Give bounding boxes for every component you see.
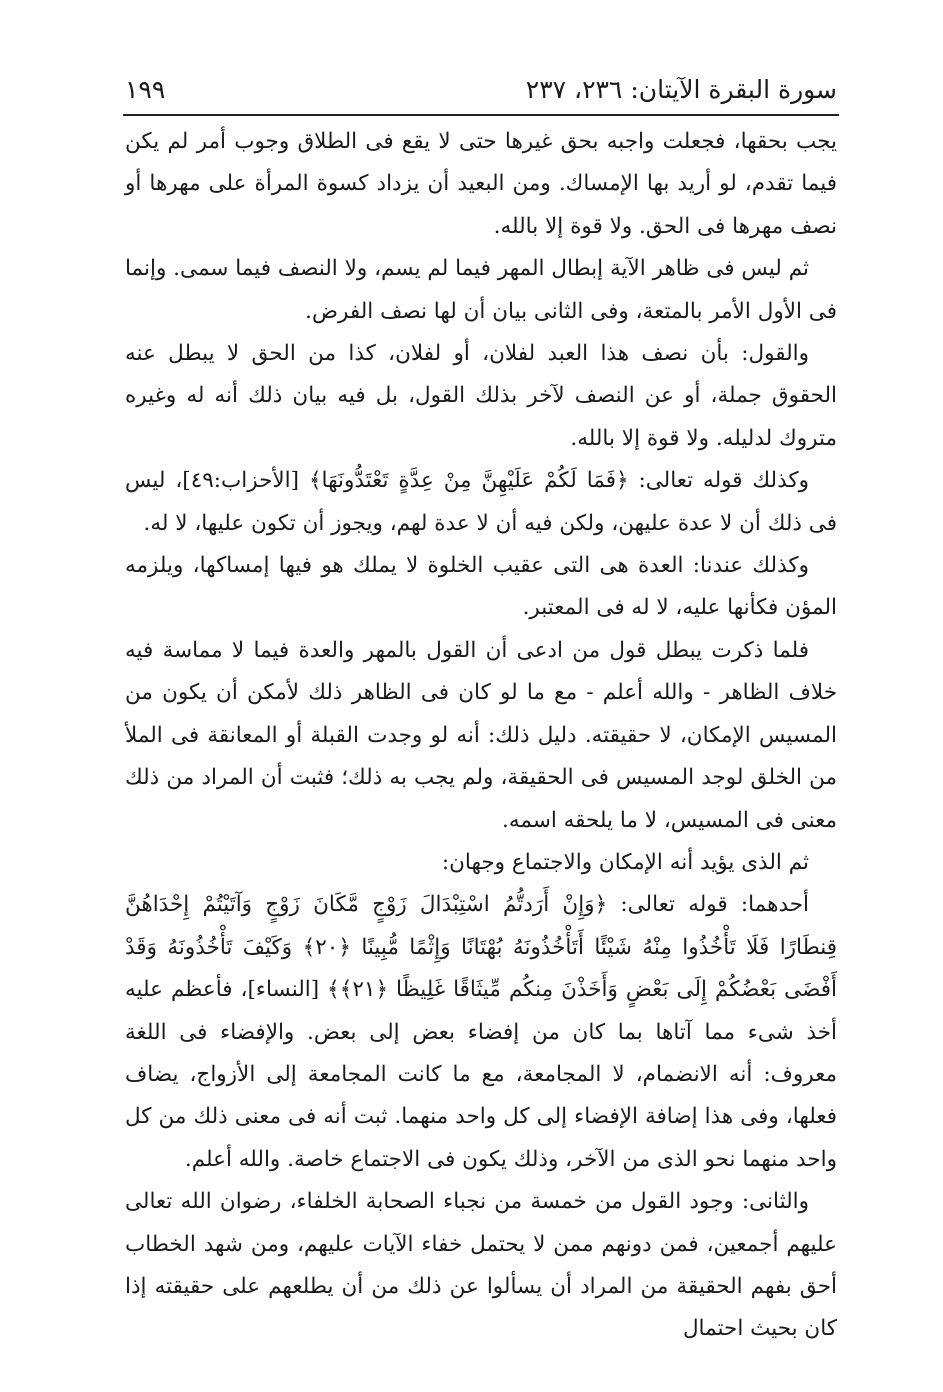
surah-title: سورة البقرة الآيتان: ٢٣٦، ٢٣٧	[525, 75, 837, 104]
paragraph-8: أحدهما: قوله تعالى: ﴿وَإِنْ أَرَدتُّمُ اسْتِبْدَالَ زَوْجٍ مَّكَانَ زَوْجٍ وَآتَيْتُمْ إِحْدَاهُنَّ قِنطَارًا فَلَا تَأْخُذُوا مِنْهُ شَيْئًا أَتَأْخُذُونَهُ بُهْتَانًا وَإِثْمًا مُّبِينًا ﴿٢٠﴾ وَكَيْفَ تَأْخُذُونَهُ وَقَدْ أَفْضَى بَعْضُكُمْ إِلَى بَعْضٍ وَأَخَذْنَ مِنكُم مِّيثَاقًا غَلِيظًا ﴿٢١﴾﴾ [النساء]، فأعظم عليه أخذ شىء مما آتاها بما كان من إفضاء بعض إلى بعض. والإفضاء فى اللغة معروف: أنه الانضمام، لا المجامعة، مع ما كانت المجامعة إلى الأزواج، يضاف فعلها، وفى هذا إضافة الإفضاء إلى كل واحد منهما. ثبت أنه فى معنى ذلك من كل واحد منهما نحو الذى من الآخر، وذلك يكون فى الاجتماع خاصة. والله أعلم.	[125, 892, 838, 1172]
header-rule	[123, 114, 839, 116]
paragraph-7: ثم الذى يؤيد أنه الإمكان والاجتماع وجهان:	[441, 849, 809, 875]
paragraph-6: فلما ذكرت يبطل قول من ادعى أن القول بالمهر والعدة فيما لا مماسة فيه خلاف الظاهر - والله أعلم - مع ما لو كان فى الظاهر ذلك لأمكن أن يكون من المسيس الإمكان، لا حقيقته. دليل ذلك: أنه لو وجدت القبلة أو المعانقة فى الملأ من الخلق لوجد المسيس فى الحقيقة، ولم يجب به ذلك؛ فثبت أن المراد من ذلك معنى فى المسيس، لا ما يلحقه اسمه.	[125, 637, 837, 833]
paragraph-5: وكذلك عندنا: العدة هى التى عقيب الخلوة لا يملك هو فيها إمساكها، ويلزمه المؤن فكأنها عليه، لا له فى المعتبر.	[125, 553, 837, 621]
paragraph-1: يجب بحقها، فجعلت واجبه بحق غيرها حتى لا يقع فى الطلاق وجوب أمر لم يكن فيما تقدم، لو أريد بها الإمساك. ومن البعيد أن يزداد كسوة المرأة على مهرها أو نصف مهرها فى الحق. ولا قوة إلا بالله.	[125, 129, 837, 239]
body-text	[125, 121, 837, 1351]
paragraph-3: والقول: بأن نصف هذا العبد لفلان، أو لفلان، كذا من الحق لا يبطل عنه الحقوق جملة، أو عن النصف لآخر بذلك القول، بل فيه بيان ذلك أنه له وغيره متروك لدليله. ولا قوة إلا بالله.	[125, 341, 837, 451]
paragraph-4: وكذلك قوله تعالى: ﴿فَمَا لَكُمْ عَلَيْهِنَّ مِنْ عِدَّةٍ تَعْتَدُّونَهَا﴾ [الأحزاب:٤٩]، ليس فى ذلك أن لا عدة عليهن، ولكن فيه أن لا عدة لهم، ويجوز أن تكون عليها، لا له.	[125, 468, 837, 536]
running-head	[125, 60, 837, 104]
paragraph-9: والثانى: وجود القول من خمسة من نجباء الصحابة الخلفاء، رضوان الله تعالى عليهم أجمعين، فمن دونهم ممن لا يحتمل خفاء الآيات عليهم، ومن شهد الخطاب أحق بفهم الحقيقة من المراد أن يسألوا عن ذلك من أن يطلعهم على حقيقته إذا كان بحيث احتمال	[125, 1189, 837, 1342]
paragraph-2: ثم ليس فى ظاهر الآية إبطال المهر فيما لم يسم، ولا النصف فيما سمى. وإنما فى الأول الأمر بالمتعة، وفى الثانى بيان أن لها نصف الفرض.	[125, 256, 837, 324]
page-number: ١٩٩	[125, 75, 166, 104]
